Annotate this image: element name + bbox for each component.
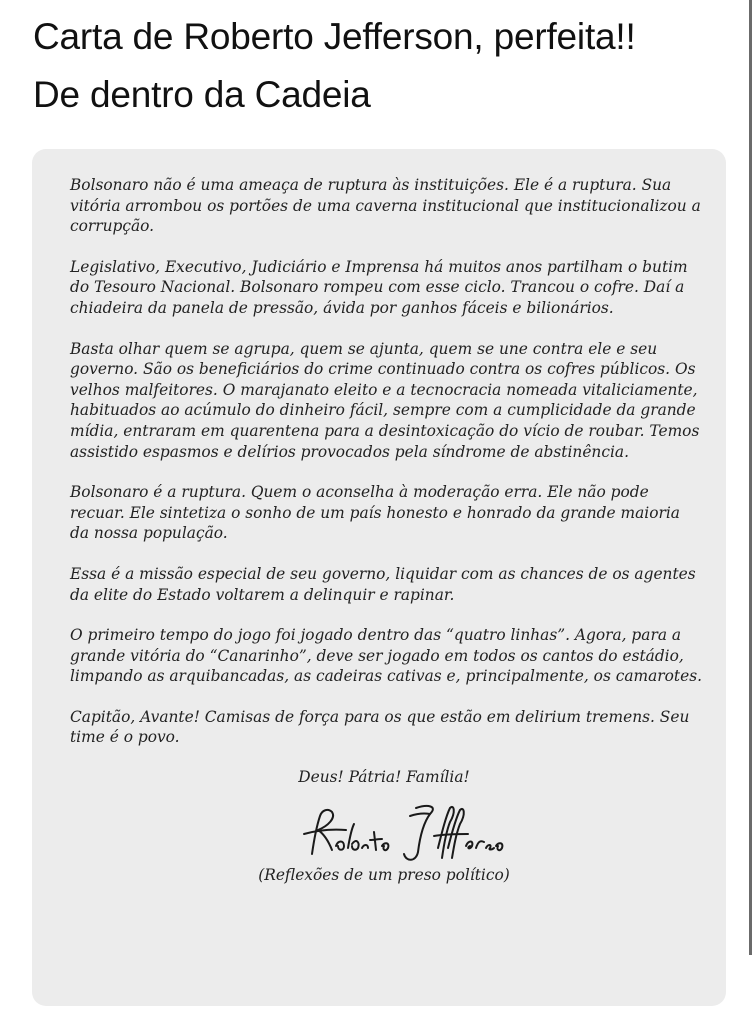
post-title-line-1: Carta de Roberto Jefferson, perfeita!! — [33, 16, 636, 57]
letter-paragraph-7: Capitão, Avante! Camisas de força para os que estão em delirium tremens. Seu time é o povo. — [70, 707, 690, 747]
letter-paragraph-6: O primeiro tempo do jogo foi jogado dentro das “quatro linhas”. Agora, para a grande vitória do “Canarinho”, deve ser jogado em todos os cantos do estádio, limpando as arquibancadas, as cadeiras cativas e, principalmente, os camarotes. — [70, 626, 703, 686]
letter-closing: Deus! Pátria! Família! — [298, 768, 470, 787]
post-title — [33, 8, 743, 124]
letter-caption: (Reflexões de um preso político) — [258, 866, 510, 885]
handwritten-signature — [298, 796, 508, 866]
scrollbar-edge — [749, 0, 752, 955]
letter-image — [32, 149, 726, 1006]
letter-paragraph-4: Bolsonaro é a ruptura. Quem o aconselha à moderação erra. Ele não pode recuar. Ele sintetiza o sonho de um país honesto e honrado da grande maioria da nossa população. — [70, 483, 680, 543]
letter-body — [70, 175, 702, 748]
letter-paragraph-1: Bolsonaro não é uma ameaça de ruptura às instituições. Ele é a ruptura. Sua vitória arrombou os portões de uma caverna institucional que institucionalizou a corrupção. — [70, 176, 701, 236]
letter-paragraph-5: Essa é a missão especial de seu governo, liquidar com as chances de os agentes da elite do Estado voltarem a delinquir e rapinar. — [70, 564, 696, 604]
letter-paragraph-3: Basta olhar quem se agrupa, quem se ajunta, quem se une contra ele e seu governo. São os beneficiários do crime continuado contra os cofres públicos. Os velhos malfeitores. O marajanato eleito e a tecnocracia nomeada vitaliciamente, habituados ao acúmulo do dinheiro fácil, sempre com a cumplicidade da grande mídia, entraram em quarentena para a desintoxicação do vício de roubar. Temos assistido espasmos e delírios provocados pela síndrome de abstinência. — [70, 339, 700, 461]
post-title-line-2: De dentro da Cadeia — [33, 74, 371, 115]
letter-paragraph-2: Legislativo, Executivo, Judiciário e Imprensa há muitos anos partilham o butim do Tesouro Nacional. Bolsonaro rompeu com esse ciclo. Trancou o cofre. Daí a chiadeira da panela de pressão, ávida por ganhos fáceis e bilionários. — [70, 257, 688, 317]
